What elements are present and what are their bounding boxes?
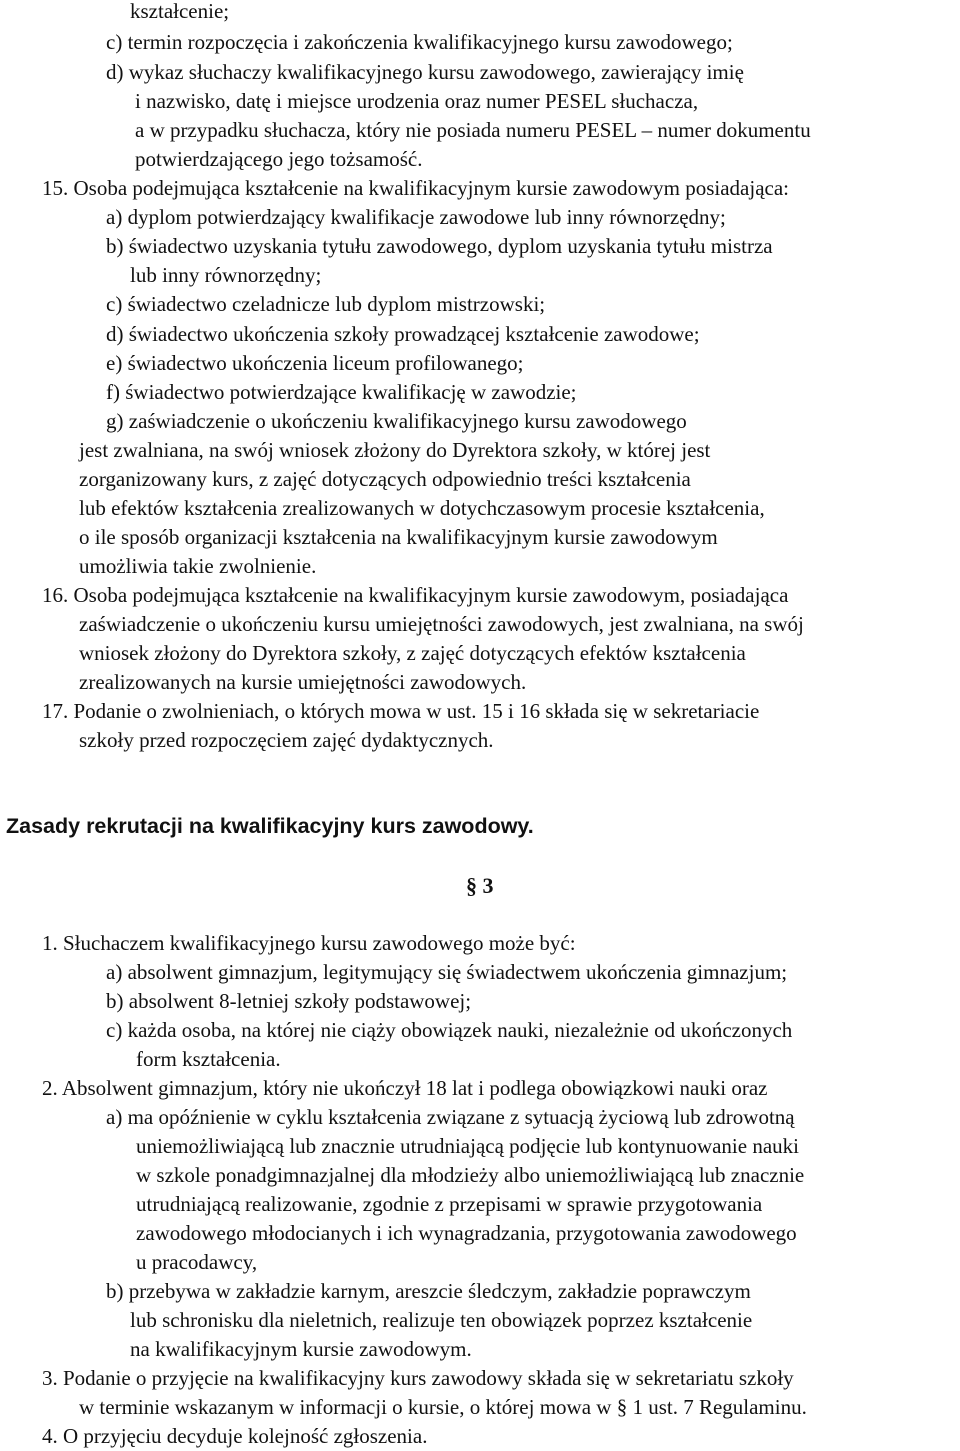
text-line: a w przypadku słuchacza, który nie posiada numeru PESEL – numer dokumentu xyxy=(135,118,811,142)
text-line: potwierdzającego jego tożsamość. xyxy=(135,147,423,171)
text-line: b) świadectwo uzyskania tytułu zawodowego, dyplom uzyskania tytułu mistrza xyxy=(106,234,773,258)
text-line: zrealizowanych na kursie umiejętności zawodowych. xyxy=(79,670,527,694)
text-line: kształcenie; xyxy=(130,0,230,23)
text-line: na kwalifikacyjnym kursie zawodowym. xyxy=(130,1337,472,1361)
section-heading: Zasady rekrutacji na kwalifikacyjny kurs zawodowy. xyxy=(6,814,534,838)
text-line: uniemożliwiającą lub znacznie utrudniającą podjęcie lub kontynuowanie nauki xyxy=(136,1134,799,1158)
text-line: 4. O przyjęciu decyduje kolejność zgłoszenia. xyxy=(42,1424,428,1448)
text-line: w terminie wskazanym w informacji o kursie, o której mowa w § 1 ust. 7 Regulaminu. xyxy=(79,1395,807,1419)
text-line: c) świadectwo czeladnicze lub dyplom mistrzowski; xyxy=(106,292,546,316)
text-line: zorganizowany kurs, z zajęć dotyczących odpowiednio treści kształcenia xyxy=(79,467,691,491)
text-line: a) dyplom potwierdzający kwalifikacje zawodowe lub inny równorzędny; xyxy=(106,205,726,229)
text-line: 2. Absolwent gimnazjum, który nie ukończył 18 lat i podlega obowiązkowi nauki oraz xyxy=(42,1076,768,1100)
text-line: zawodowego młodocianych i ich wynagradzania, przygotowania zawodowego xyxy=(136,1221,797,1245)
text-line: d) świadectwo ukończenia szkoły prowadzącej kształcenie zawodowe; xyxy=(106,322,700,346)
text-line: utrudniającą realizowanie, zgodnie z przepisami w sprawie przygotowania xyxy=(136,1192,763,1216)
text-line: e) świadectwo ukończenia liceum profilowanego; xyxy=(106,351,524,375)
text-line: 15. Osoba podejmująca kształcenie na kwalifikacyjnym kursie zawodowym posiadająca: xyxy=(42,176,789,200)
text-line: b) przebywa w zakładzie karnym, areszcie śledczym, zakładzie poprawczym xyxy=(106,1279,751,1303)
text-line: o ile sposób organizacji kształcenia na kwalifikacyjnym kursie zawodowym xyxy=(79,525,718,549)
text-line: d) wykaz słuchaczy kwalifikacyjnego kursu zawodowego, zawierający imię xyxy=(106,60,744,84)
text-line: i nazwisko, datę i miejsce urodzenia oraz numer PESEL słuchacza, xyxy=(135,89,699,113)
text-line: szkoły przed rozpoczęciem zajęć dydaktycznych. xyxy=(79,728,494,752)
text-line: b) absolwent 8-letniej szkoły podstawowej; xyxy=(106,989,472,1013)
text-line: form kształcenia. xyxy=(136,1047,281,1071)
text-line: 17. Podanie o zwolnieniach, o których mowa w ust. 15 i 16 składa się w sekretariacie xyxy=(42,699,760,723)
text-line: f) świadectwo potwierdzające kwalifikację w zawodzie; xyxy=(106,380,577,404)
text-line: lub inny równorzędny; xyxy=(130,263,322,287)
text-line: lub schronisku dla nieletnich, realizuje ten obowiązek poprzez kształcenie xyxy=(130,1308,753,1332)
paragraph-symbol: § 3 xyxy=(466,873,494,898)
text-line: lub efektów kształcenia zrealizowanych w dotychczasowym procesie kształcenia, xyxy=(79,496,765,520)
text-line: 3. Podanie o przyjęcie na kwalifikacyjny kurs zawodowy składa się w sekretariatu szkoły xyxy=(42,1366,794,1390)
text-line: u pracodawcy, xyxy=(136,1250,258,1274)
text-line: 16. Osoba podejmująca kształcenie na kwalifikacyjnym kursie zawodowym, posiadająca xyxy=(42,583,789,607)
text-line: w szkole ponadgimnazjalnej dla młodzieży albo uniemożliwiającą lub znacznie xyxy=(136,1163,805,1187)
text-line: c) każda osoba, na której nie ciąży obowiązek nauki, niezależnie od ukończonych xyxy=(106,1018,793,1042)
text-line: a) ma opóźnienie w cyklu kształcenia związane z sytuacją życiową lub zdrowotną xyxy=(106,1105,795,1129)
text-line: umożliwia takie zwolnienie. xyxy=(79,554,317,578)
text-line: zaświadczenie o ukończeniu kursu umiejętności zawodowych, jest zwalniana, na swój xyxy=(79,612,804,636)
text-line: a) absolwent gimnazjum, legitymujący się świadectwem ukończenia gimnazjum; xyxy=(106,960,788,984)
text-line: c) termin rozpoczęcia i zakończenia kwalifikacyjnego kursu zawodowego; xyxy=(106,30,733,54)
text-line: jest zwalniana, na swój wniosek złożony do Dyrektora szkoły, w której jest xyxy=(79,438,711,462)
text-line: 1. Słuchaczem kwalifikacyjnego kursu zawodowego może być: xyxy=(42,931,576,955)
text-line: wniosek złożony do Dyrektora szkoły, z zajęć dotyczących efektów kształcenia xyxy=(79,641,746,665)
text-line: g) zaświadczenie o ukończeniu kwalifikacyjnego kursu zawodowego xyxy=(106,409,687,433)
